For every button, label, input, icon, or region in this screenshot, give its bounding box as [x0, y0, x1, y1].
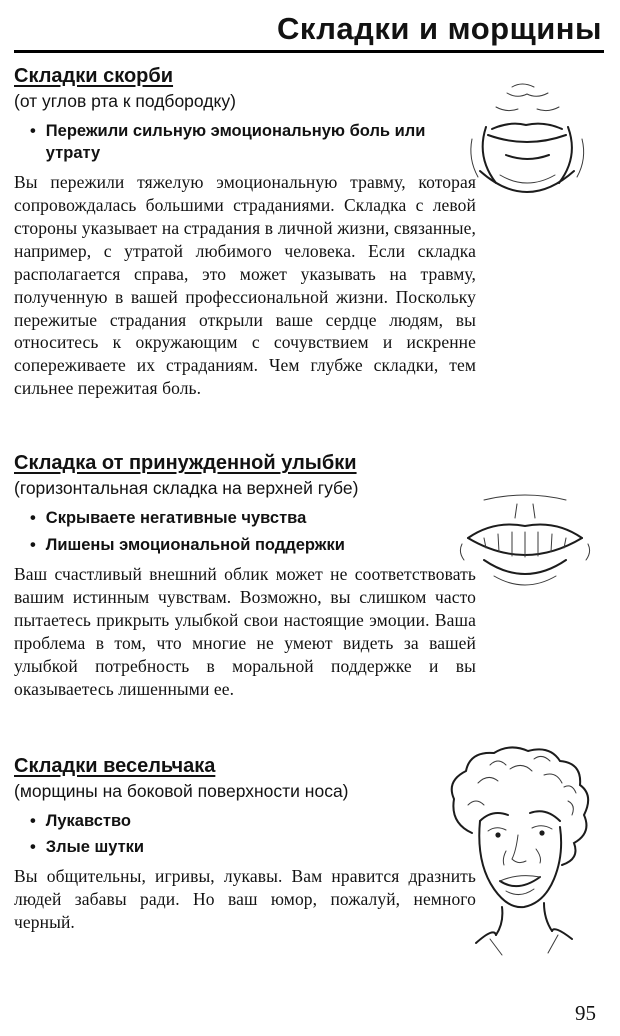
- bullet-text: Скрываете негативные чувства: [45, 509, 307, 528]
- section-jolly-folds: [14, 755, 604, 935]
- section-heading: Складка от принужденной улыбки: [14, 452, 357, 475]
- bullet-item: [30, 811, 476, 832]
- sketch-chin-and-mouth-folds: [452, 79, 602, 211]
- section-text-column: [14, 65, 476, 400]
- section-heading: Складки скорби: [14, 65, 174, 88]
- bullet-icon: •: [30, 811, 36, 830]
- chin-mouth-sketch-illustration: [452, 79, 602, 211]
- bullet-text: Лукавство: [45, 811, 131, 830]
- section-text-column: [14, 452, 476, 700]
- bullet-icon: •: [30, 122, 36, 141]
- bullet-text: Пережили сильную эмоциональную боль или утрату: [45, 122, 426, 162]
- smiling-mouth-sketch-illustration: [454, 486, 596, 602]
- bullet-list: [30, 508, 476, 556]
- woman-face-sketch-illustration: [432, 743, 604, 957]
- bullet-item: [30, 837, 476, 858]
- bullet-text: Лишены эмоциональной поддержки: [45, 535, 345, 554]
- page-number: 95: [575, 1001, 596, 1025]
- bullet-list: [30, 811, 476, 859]
- sketch-smiling-mouth-with-teeth: [454, 486, 596, 602]
- bullet-icon: •: [30, 535, 36, 554]
- bullet-item: [30, 121, 476, 164]
- section-body-text: Ваш счастливый внешний облик может не соответствовать вашим истинным чувствам. Возможно, вы слишком часто пытаетесь прикрыть улыбкой свои настоящие эмоции. Ваша проблема в том, что многие не умеют видеть за вашей улыбкой потребность в моральной поддержке и вы оказываетесь лишенными ее.: [14, 564, 476, 699]
- bullet-text: Злые шутки: [45, 838, 145, 857]
- section-heading: Складки весельчака: [14, 754, 216, 777]
- section-subheading: (морщины на боковой поверхности носа): [14, 780, 349, 801]
- title-divider: [14, 50, 604, 53]
- section-subheading: (горизонтальная складка на верхней губе): [14, 478, 359, 499]
- section-grief-folds: [14, 65, 604, 400]
- section-subheading: (от углов рта к подбородку): [14, 91, 236, 112]
- section-text-column: [14, 755, 476, 935]
- bullet-item: [30, 508, 476, 529]
- bullet-icon: •: [30, 509, 36, 528]
- bullet-icon: •: [30, 838, 36, 857]
- section-forced-smile-fold: [14, 452, 604, 700]
- bullet-item: [30, 535, 476, 556]
- section-body-text: Вы пережили тяжелую эмоциональную травму, которая сопровождалась большими страданиями. Складка с левой стороны указывает на страдания в личной жизни, связанные, например, с утратой любимого человека. Если складка располагается справа, это может указывать на травму, полученную в вашей профессиональной жизни. Поскольку пережитые страдания открыли ваше сердце людям, вы относитесь к окружающим с сочувствием и искренне сопереживаете их страданиям. Чем глубже складки, тем сильнее пережитая боль.: [14, 171, 476, 399]
- sketch-smiling-woman-face: [432, 743, 604, 957]
- section-body-text: Вы общительны, игривы, лукавы. Вам нравится дразнить людей забавы ради. Но ваш юмор, пожалуй, немного черный.: [14, 866, 476, 933]
- page-title: Складки и морщины: [276, 11, 602, 46]
- bullet-list: [30, 121, 476, 164]
